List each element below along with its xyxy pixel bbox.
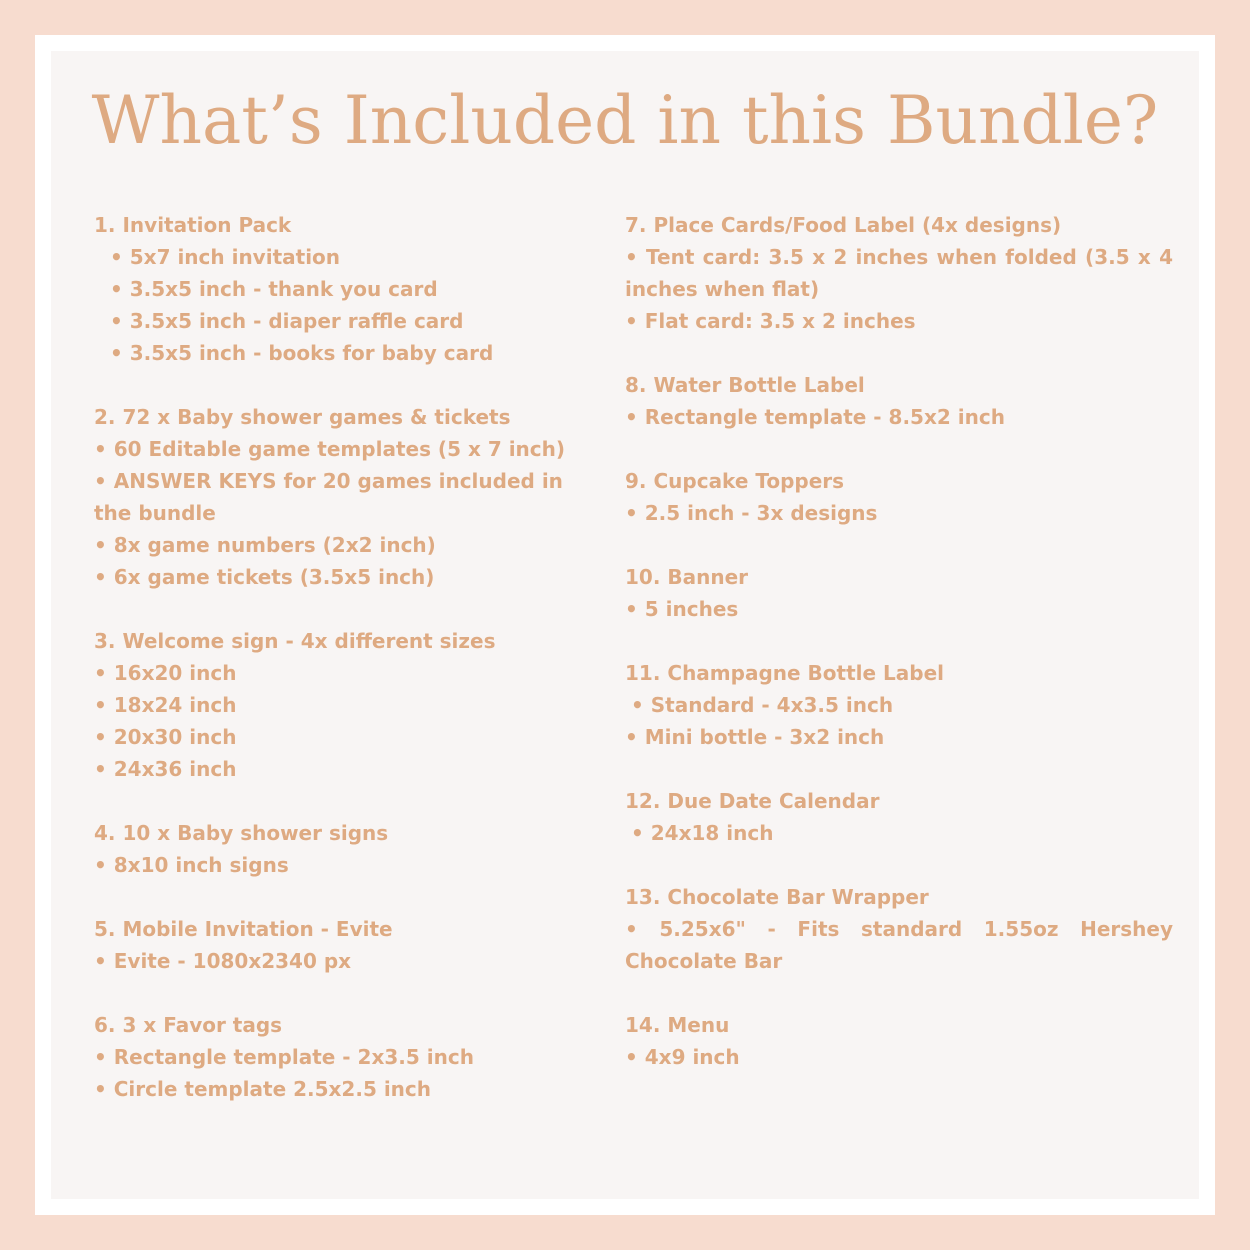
list-item: • 5 inches [625, 597, 739, 621]
section-heading: 14. Menu [625, 1013, 730, 1037]
section-banner [625, 561, 1173, 625]
list-item: • 6x game tickets (3.5x5 inch) [94, 565, 435, 589]
section-heading: 11. Champagne Bottle Label [625, 661, 945, 685]
section-menu [625, 1009, 1173, 1073]
section-heading: 4. 10 x Baby shower signs [94, 821, 389, 845]
section-heading: 8. Water Bottle Label [625, 373, 865, 397]
section-heading: 9. Cupcake Toppers [625, 469, 845, 493]
section-mobile-invitation [94, 913, 584, 977]
list-item: • Evite - 1080x2340 px [94, 949, 352, 973]
section-games [94, 401, 584, 593]
section-invitation-pack [94, 209, 584, 369]
section-place-cards [625, 209, 1173, 337]
section-heading: 2. 72 x Baby shower games & tickets [94, 405, 511, 429]
list-item: • 20x30 inch [94, 725, 237, 749]
section-heading: 1. Invitation Pack [94, 213, 292, 237]
list-item: • 2.5 inch - 3x designs [625, 501, 878, 525]
section-heading: 7. Place Cards/Food Label (4x designs) [625, 213, 1062, 237]
section-cupcake-toppers [625, 465, 1173, 529]
list-item: • Flat card: 3.5 x 2 inches [625, 309, 916, 333]
list-item: • 60 Editable game templates (5 x 7 inch) [94, 437, 566, 461]
list-item: • 5x7 inch invitation [110, 245, 341, 269]
list-item: • Rectangle template - 8.5x2 inch [625, 405, 1005, 429]
list-item: • Tent card: 3.5 x 2 inches when folded (3.5 x 4 inches when flat) [625, 245, 1173, 301]
section-signs [94, 817, 584, 881]
list-item: • 8x game numbers (2x2 inch) [94, 533, 436, 557]
list-item: • Rectangle template - 2x3.5 inch [94, 1045, 474, 1069]
section-chocolate [625, 881, 1173, 977]
list-item: • 3.5x5 inch - books for baby card [110, 341, 494, 365]
list-item: • 24x18 inch [631, 821, 774, 845]
section-champagne [625, 657, 1173, 753]
section-favor-tags [94, 1009, 584, 1105]
section-due-date [625, 785, 1173, 849]
section-heading: 5. Mobile Invitation - Evite [94, 917, 393, 941]
section-heading: 3. Welcome sign - 4x different sizes [94, 629, 496, 653]
section-heading: 6. 3 x Favor tags [94, 1013, 283, 1037]
list-item: • 18x24 inch [94, 693, 237, 717]
list-item: • 16x20 inch [94, 661, 237, 685]
section-heading: 10. Banner [625, 565, 749, 589]
section-water-bottle [625, 369, 1173, 433]
list-item: • 24x36 inch [94, 757, 237, 781]
list-item: • 3.5x5 inch - diaper raffle card [110, 309, 464, 333]
left-column [94, 209, 584, 1137]
section-welcome-sign [94, 625, 584, 785]
list-item: • 8x10 inch signs [94, 853, 289, 877]
list-item: • 4x9 inch [625, 1045, 740, 1069]
list-item: • Circle template 2.5x2.5 inch [94, 1077, 432, 1101]
section-heading: 13. Chocolate Bar Wrapper [625, 885, 929, 909]
list-item: • 3.5x5 inch - thank you card [110, 277, 438, 301]
list-item: • Standard - 4x3.5 inch [631, 693, 894, 717]
right-column [625, 209, 1173, 1105]
list-item: • Mini bottle - 3x2 inch [625, 725, 885, 749]
list-item: • 5.25x6" - Fits standard 1.55oz Hershey Chocolate Bar [625, 917, 1173, 973]
list-item: • ANSWER KEYS for 20 games included in the bundle [94, 469, 563, 525]
section-heading: 12. Due Date Calendar [625, 789, 880, 813]
page-title: What’s Included in this Bundle? [91, 82, 1159, 159]
